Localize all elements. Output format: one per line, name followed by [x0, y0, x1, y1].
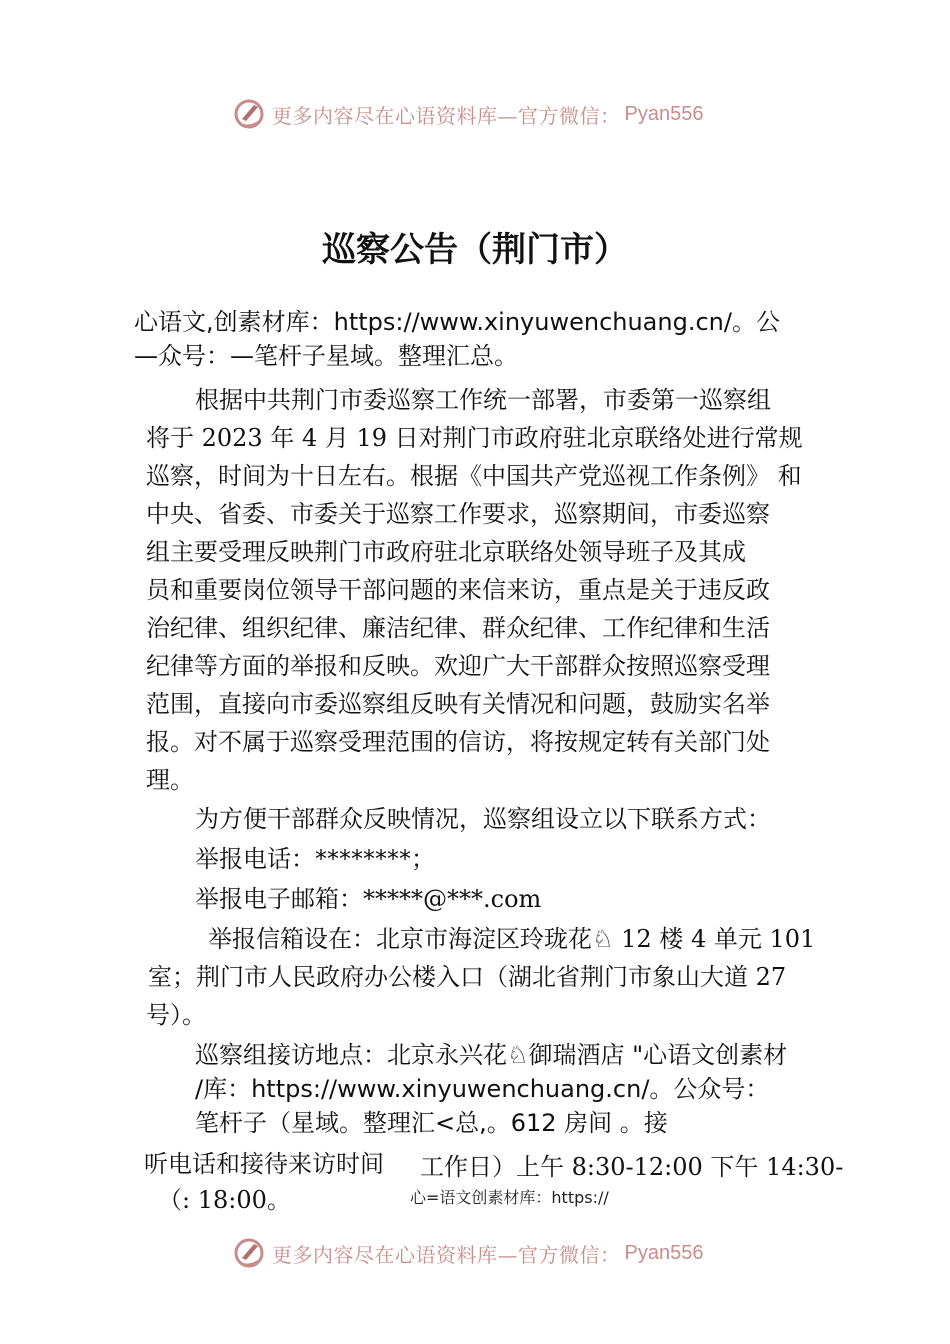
paragraph-line: 报。对不属于巡察受理范围的信访，将按规定转有关部门处	[146, 728, 770, 756]
report-email: 举报电子邮箱：*****@***.com	[195, 885, 542, 913]
pen-seal-logo-icon	[232, 1236, 266, 1270]
paragraph-line: 中央、省委、市委关于巡察工作要求，巡察期间，市委巡察	[146, 500, 770, 528]
visit-location-line-3: 笔杆子（星域。整理汇<总,。612 房间 。接	[195, 1109, 668, 1137]
banner-wechat-id: Pyan556	[624, 1241, 704, 1264]
paragraph-line: 巡察，时间为十日左右。根据《中国共产党巡视工作条例》 和	[146, 462, 802, 490]
report-phone: 举报电话：********；	[195, 845, 435, 873]
contact-intro: 为方便干部群众反映情况，巡察组设立以下联系方式：	[195, 805, 771, 833]
intro-line-2: —众号：—笔杆子星域。整理汇总。	[134, 342, 518, 370]
paragraph-line: 理。	[146, 766, 194, 794]
visit-time-label: 听电话和接待来访时间	[144, 1150, 384, 1178]
banner-wechat-id: Pyan556	[624, 102, 704, 125]
report-mailbox-line-1: 举报信箱设在：北京市海淀区玲珑花♘ 12 楼 4 单元 101	[208, 925, 816, 953]
watermark-small-text: 心=语文创素材库：https://	[410, 1188, 609, 1207]
paragraph-line: 纪律等方面的举报和反映。欢迎广大干部群众按照巡察受理	[146, 652, 770, 680]
paragraph-line: 治纪律、组织纪律、廉洁纪律、群众纪律、工作纪律和生活	[146, 614, 770, 642]
paragraph-line: 根据中共荆门市委巡察工作统一部署，市委第一巡察组	[195, 386, 771, 414]
visit-location-line-2: /库：https://www.xinyuwenchuang.cn/。公众号：	[195, 1075, 770, 1103]
report-mailbox-line-2: 室；荆门市人民政府办公楼入口（湖北省荆门市象山大道 27	[148, 963, 787, 991]
paragraph-line: 员和重要岗位领导干部问题的来信来访，重点是关于违反政	[146, 576, 770, 604]
pen-seal-logo-icon	[232, 97, 266, 131]
header-banner	[232, 96, 703, 132]
report-mailbox-line-3: 号）。	[146, 1001, 206, 1029]
banner-text: 更多内容尽在心语资料库—官方微信：	[272, 1242, 621, 1267]
visit-time-hours: 工作日）上午 8:30-12:00 下午 14:30-	[420, 1153, 844, 1181]
paragraph-line: 将于 2023 年 4 月 19 日对荆门市政府驻北京联络处进行常规	[146, 424, 803, 452]
visit-location-line-1: 巡察组接访地点：北京永兴花♘御瑞酒店 "心语文创素材	[195, 1041, 788, 1069]
paragraph-line: 范围，直接向市委巡察组反映有关情况和问题，鼓励实名举	[146, 690, 770, 718]
intro-line-1: 心语文,创素材库：https://www.xinyuwenchuang.cn/。公	[134, 308, 780, 336]
visit-time-end: （: 18:00。	[158, 1186, 291, 1214]
banner-text: 更多内容尽在心语资料库—官方微信：	[272, 103, 621, 128]
document-title: 巡察公告（荆门市）	[322, 230, 628, 270]
footer-banner	[232, 1235, 703, 1271]
paragraph-line: 组主要受理反映荆门市政府驻北京联络处领导班子及其成	[146, 538, 746, 566]
